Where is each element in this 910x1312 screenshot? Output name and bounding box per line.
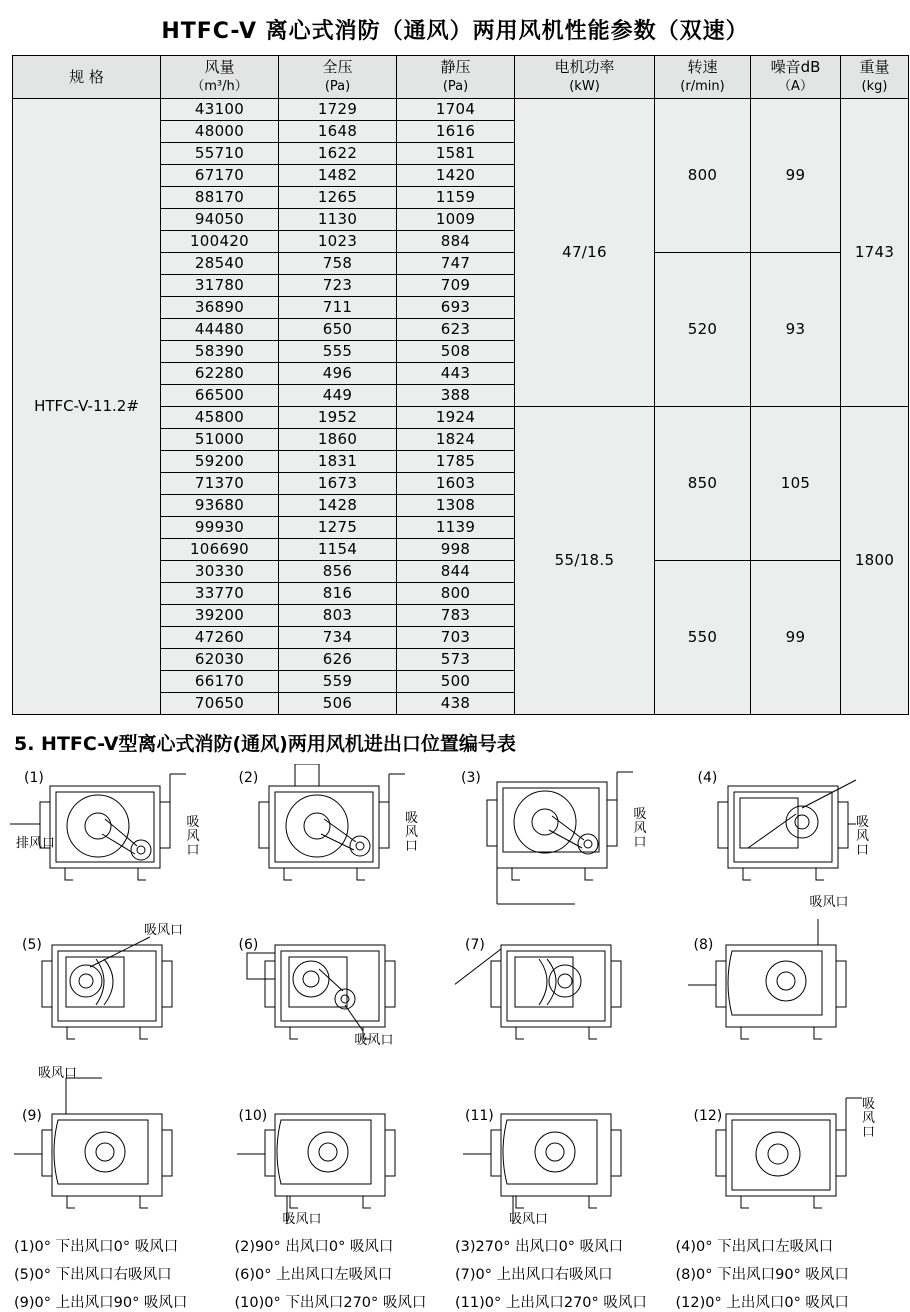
cell-total: 1831: [279, 451, 397, 473]
diagram-7: [455, 919, 678, 1074]
diagram-row-3: [10, 1066, 900, 1229]
cell-motor-power: 47/16: [515, 99, 655, 407]
cell-total: 1023: [279, 231, 397, 253]
fan-diagram-7: [455, 919, 665, 1069]
cell-flow: 55710: [161, 143, 279, 165]
col-header-total-pressure: 全压 (Pa): [279, 56, 397, 99]
fan-diagram-9: [10, 1074, 220, 1234]
cell-flow: 30330: [161, 561, 279, 583]
fan-diagram-12: [678, 1074, 893, 1234]
diagram-11: [455, 1074, 678, 1229]
cell-static: 1581: [397, 143, 515, 165]
cell-flow: 67170: [161, 165, 279, 187]
cell-static: 800: [397, 583, 515, 605]
cell-total: 758: [279, 253, 397, 275]
cell-total: 856: [279, 561, 397, 583]
cell-speed: 850: [655, 407, 751, 561]
diagram-number: (9): [22, 1108, 42, 1124]
cell-static: 703: [397, 627, 515, 649]
diagram-grid: [0, 762, 910, 1229]
cell-total: 1860: [279, 429, 397, 451]
cell-flow: 45800: [161, 407, 279, 429]
legend-item: (1)0° 下出风口0° 吸风口: [14, 1239, 179, 1255]
label-intake: 吸风口: [144, 923, 184, 938]
table-header-row: [13, 56, 909, 99]
label-intake: 吸风口: [861, 1097, 875, 1140]
diagram-number: (11): [465, 1108, 494, 1124]
legend-item: (3)270° 出风口0° 吸风口: [455, 1239, 624, 1255]
label-intake: 吸风口: [633, 807, 647, 850]
cell-noise: 99: [751, 561, 841, 715]
legend-item: (7)0° 上出风口右吸风口: [455, 1267, 613, 1283]
cell-flow: 94050: [161, 209, 279, 231]
cell-spec: HTFC-V-11.2#: [13, 99, 161, 715]
section-heading: 5. HTFC-V型离心式消防(通风)两用风机进出口位置编号表: [14, 733, 516, 755]
col-header-static-pressure: 静压 (Pa): [397, 56, 515, 99]
cell-static: 693: [397, 297, 515, 319]
cell-static: 1924: [397, 407, 515, 429]
cell-flow: 62280: [161, 363, 279, 385]
performance-table-wrap: [0, 55, 910, 715]
cell-total: 711: [279, 297, 397, 319]
cell-flow: 39200: [161, 605, 279, 627]
diagram-number: (8): [693, 937, 714, 953]
diagram-3: [455, 764, 678, 919]
label-intake: 吸风口: [354, 1033, 394, 1048]
cell-total: 650: [279, 319, 397, 341]
diagram-row-1: [10, 764, 900, 919]
legend-item: (2)90° 出风口0° 吸风口: [234, 1239, 394, 1255]
cell-total: 1729: [279, 99, 397, 121]
cell-static: 884: [397, 231, 515, 253]
cell-total: 1482: [279, 165, 397, 187]
cell-flow: 106690: [161, 539, 279, 561]
fan-diagram-11: [455, 1074, 665, 1234]
cell-flow: 66170: [161, 671, 279, 693]
label-intake: 吸风口: [404, 811, 418, 854]
cell-total: 1673: [279, 473, 397, 495]
legend-row: [14, 1263, 896, 1284]
fan-diagram-6: [233, 919, 443, 1069]
cell-total: 1275: [279, 517, 397, 539]
cell-flow: 36890: [161, 297, 279, 319]
cell-weight: 1800: [841, 407, 909, 715]
cell-total: 496: [279, 363, 397, 385]
diagram-number: (1): [24, 770, 44, 786]
cell-speed: 550: [655, 561, 751, 715]
cell-static: 623: [397, 319, 515, 341]
cell-static: 500: [397, 671, 515, 693]
cell-total: 506: [279, 693, 397, 715]
cell-flow: 28540: [161, 253, 279, 275]
cell-speed: 800: [655, 99, 751, 253]
col-header-speed: 转速 (r/min): [655, 56, 751, 99]
diagram-number: (3): [461, 770, 481, 786]
cell-flow: 99930: [161, 517, 279, 539]
diagram-number: (10): [238, 1108, 268, 1124]
diagram-8: [678, 895, 901, 1074]
cell-static: 1420: [397, 165, 515, 187]
cell-total: 1265: [279, 187, 397, 209]
diagram-12: [678, 1074, 901, 1229]
diagram-2: [233, 764, 456, 919]
cell-flow: 88170: [161, 187, 279, 209]
cell-static: 747: [397, 253, 515, 275]
cell-flow: 59200: [161, 451, 279, 473]
cell-static: 1603: [397, 473, 515, 495]
legend-item: (4)0° 下出风口左吸风口: [675, 1239, 834, 1255]
cell-static: 1159: [397, 187, 515, 209]
cell-flow: 93680: [161, 495, 279, 517]
cell-total: 1952: [279, 407, 397, 429]
legend-item: (11)0° 上出风口270° 吸风口: [455, 1295, 647, 1311]
legend-item: (6)0° 上出风口左吸风口: [234, 1267, 393, 1283]
cell-static: 573: [397, 649, 515, 671]
diagram-row-2: [10, 895, 900, 1074]
col-header-motor-power: 电机功率 (kW): [515, 56, 655, 99]
cell-flow: 71370: [161, 473, 279, 495]
cell-total: 1648: [279, 121, 397, 143]
cell-static: 1704: [397, 99, 515, 121]
label-intake: 吸风口: [38, 1066, 78, 1081]
col-header-noise: 噪音dB （A）: [751, 56, 841, 99]
cell-flow: 43100: [161, 99, 279, 121]
fan-diagram-10: [233, 1074, 443, 1234]
cell-static: 709: [397, 275, 515, 297]
diagram-9: [10, 1066, 233, 1229]
cell-static: 844: [397, 561, 515, 583]
legend: [0, 1229, 910, 1312]
table-body: [13, 99, 909, 715]
cell-total: 559: [279, 671, 397, 693]
diagram-number: (12): [693, 1108, 723, 1124]
cell-static: 438: [397, 693, 515, 715]
cell-flow: 51000: [161, 429, 279, 451]
label-intake: 吸风口: [509, 1212, 549, 1227]
cell-flow: 70650: [161, 693, 279, 715]
diagram-4: [678, 764, 901, 919]
diagram-number: (5): [22, 937, 42, 953]
cell-static: 508: [397, 341, 515, 363]
legend-item: (5)0° 下出风口右吸风口: [14, 1267, 172, 1283]
legend-item: (9)0° 上出风口90° 吸风口: [14, 1295, 188, 1311]
cell-static: 1139: [397, 517, 515, 539]
cell-total: 449: [279, 385, 397, 407]
label-intake: 吸风口: [186, 815, 200, 858]
cell-total: 734: [279, 627, 397, 649]
cell-flow: 48000: [161, 121, 279, 143]
cell-static: 388: [397, 385, 515, 407]
diagram-1: [10, 764, 233, 919]
cell-static: 783: [397, 605, 515, 627]
diagram-10: [233, 1074, 456, 1229]
legend-item: (10)0° 下出风口270° 吸风口: [234, 1295, 427, 1311]
cell-static: 1009: [397, 209, 515, 231]
diagram-number: (6): [238, 937, 259, 953]
cell-static: 1785: [397, 451, 515, 473]
col-header-flow: 风量 （m³/h）: [161, 56, 279, 99]
col-header-spec: 规 格: [13, 56, 161, 99]
cell-total: 555: [279, 341, 397, 363]
cell-total: 1154: [279, 539, 397, 561]
page-title: HTFC-V 离心式消防（通风）两用风机性能参数（双速）: [161, 19, 749, 44]
legend-row: [14, 1291, 896, 1312]
cell-total: 816: [279, 583, 397, 605]
label-exhaust: 排风口: [16, 836, 56, 851]
cell-noise: 105: [751, 407, 841, 561]
cell-total: 626: [279, 649, 397, 671]
cell-motor-power: 55/18.5: [515, 407, 655, 715]
cell-weight: 1743: [841, 99, 909, 407]
diagram-number: (2): [238, 770, 259, 786]
performance-table: [12, 55, 909, 715]
col-header-weight: 重量 (kg): [841, 56, 909, 99]
table-row: [13, 99, 909, 121]
cell-flow: 58390: [161, 341, 279, 363]
label-intake: 吸风口: [809, 895, 849, 910]
diagram-number: (7): [465, 937, 485, 953]
cell-noise: 99: [751, 99, 841, 253]
cell-static: 443: [397, 363, 515, 385]
cell-noise: 93: [751, 253, 841, 407]
cell-flow: 62030: [161, 649, 279, 671]
cell-static: 1824: [397, 429, 515, 451]
cell-flow: 33770: [161, 583, 279, 605]
cell-speed: 520: [655, 253, 751, 407]
cell-total: 1428: [279, 495, 397, 517]
cell-flow: 31780: [161, 275, 279, 297]
diagram-5: [10, 919, 233, 1074]
cell-static: 1616: [397, 121, 515, 143]
cell-static: 998: [397, 539, 515, 561]
cell-flow: 66500: [161, 385, 279, 407]
cell-total: 1130: [279, 209, 397, 231]
label-intake: 吸风口: [855, 815, 869, 858]
legend-item: (8)0° 下出风口90° 吸风口: [675, 1267, 849, 1283]
diagram-6: [233, 919, 456, 1074]
cell-flow: 47260: [161, 627, 279, 649]
label-intake: 吸风口: [282, 1212, 322, 1227]
cell-total: 1622: [279, 143, 397, 165]
cell-flow: 100420: [161, 231, 279, 253]
cell-static: 1308: [397, 495, 515, 517]
legend-item: (12)0° 上出风口0° 吸风口: [675, 1295, 849, 1311]
cell-flow: 44480: [161, 319, 279, 341]
legend-row: [14, 1235, 896, 1256]
diagram-number: (4): [697, 770, 718, 786]
cell-total: 803: [279, 605, 397, 627]
cell-total: 723: [279, 275, 397, 297]
